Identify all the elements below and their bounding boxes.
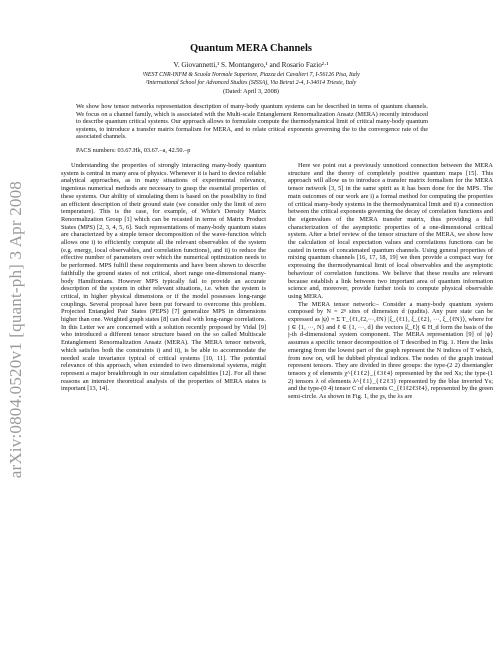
arxiv-identifier-sidebar: [3, 140, 29, 520]
right-column: [288, 162, 493, 648]
affiliation-1: ¹NEST CNR-INFM & Scuola Normale Superiore, Piazza dei Cavalieri 7, I-56126 Pisa, Italy: [142, 72, 360, 78]
paragraph: Here we point out a previously unnoticed connection between the MERA structure and the theory of completely positive quantum maps [15]. This approach will allow us to introduce a transfer matrix formalism for the MERA tensor network [3, 5] in the same spirit as it has been done for the MPS. The main outcomes of our work are i) a formal method for computing the properties of critical many-body systems in the thermodynamical limit and ii) a connection between the critical exponents governing the decay of correlation functions and the eigenvalues of the MERA transfer matrix, thus providing a full characterization of the asymptotic properties of a one-dimensional critical system. After a brief review of the tensor structure of the MERA, we show how the calculation of local expectation values and correlations functions can be casted in terms of concatenated quantum channels. Using general properties of mixing quantum channels [16, 17, 18, 19] we then provide a compact way for expressing the thermodynamical limit of local observables and the asymptotic behaviour of correlation functions. We believe that these results are relevant because establish a link between two important area of quantum information science and, moreover, provide further tools to compute physical observable using MERA.: [288, 162, 493, 300]
left-column: [61, 162, 266, 648]
paragraph: The MERA tensor network:– Consider a many-body quantum system composed by N = 2ⁿ sites of dimension d (qudits). Any pure state can be expressed as |ψ⟩ = Σ T_{ℓ1,ℓ2,···,ℓN} |ξ_{ℓ1}, ξ_{ℓ2}, ···, ξ_{ℓN}⟩, where for j ∈ {1, ···, N} and ℓ ∈ {1, ···, d} the vectors |ξ_ℓ⟩j ∈ H_d form the basis of the j-th d-dimensional system component. The MERA representation [9] of |ψ⟩ assumes a specific tensor decomposition of T described in Fig. 1. Here the links emerging from the lowest part of the graph represent the N indices of T which, from now on, will be dubbed physical indices. The nodes of the graph instead represent tensors. They are divided in three groups: the type-(2 2) disentangler tensors χ of elements χ^{ℓ1ℓ2}_{ℓ3ℓ4} represented by the red Xs; the type-(1 2) tensors λ of elements λ^{ℓ1}_{ℓ2ℓ3} represented by the blue inverted Ys; and the type-(0 4) tensor C of elements C_{ℓ1ℓ2ℓ3ℓ4}, represented by the green semi-circle. As shown in Fig. 1, the χs, the λs are: [288, 300, 493, 401]
paper-title: Quantum MERA Channels: [190, 43, 312, 54]
arxiv-identifier: arXiv:0804.0520v1 [quant-ph] 3 Apr 2008: [6, 181, 25, 479]
abstract: We show how tensor networks representation description of many-body quantum systems can be described in terms of quantum channels. We focus on a channel family, which is associated with the Multi-scale Entanglement Renormalization Ansatz (MERA) recently introduced to describe quantum critical systems. Our approach allows to formulate compute the thermodynamical limit of critical many-body quantum systems, to introduce a transfer matrix formalism for MERA, and to relate critical exponents governing the to the convergence rate of the associated channels.: [76, 103, 428, 140]
dated-line: (Dated: April 3, 2008): [223, 88, 279, 95]
affiliation-2: ²International School for Advanced Studies (SISSA), Via Beirut 2-4, I-34014 Trieste, Italy: [145, 80, 357, 86]
pacs-numbers: PACS numbers: 03.67.Hk, 03.67.–a, 42.50.–p: [76, 147, 191, 154]
paragraph: Understanding the properties of strongly interacting many-body quantum system is central in many area of physics. Whenever it is hard to device reliable analytical approaches, as in many situations of experimental relevance, ingenious numerical methods are necessary to grasp the essential properties of these systems. Our ability of simulating them is based on the possibility to find an efficient description of their ground state (we consider only the limit of zero temperature). This is the case, for example, of White's Density Matrix Renormalization Group [1] which can be recasted in terms of Matrix Product States (MPS) [2, 3, 4, 5, 6]. Such representations of many-body quantum states are characterized by a simple tensor decomposition of the wave-function which allows one i) to efficiently compute all the relevant observables of the system (e.g. energy, local observables, and correlation functions), and ii) to reduce the effective number of parameters over which the numerical optimization needs to be performed. MPS fulfill these requirements and have been shown to describe faithfully the ground states of not critical, short range one-dimensional many-body Hamiltonians. However MPS typically fail to provide an accurate description of the system in other relevant situations, i.e. when the system is critical, in higher physical dimensions or if the model possesses long-range couplings. Several proposal have been put forward to overcome this problem. Projected Entangled Pair States (PEPS) [7] generalize MPS in dimensions higher than one. Weighted graph states [8] can deal with long-range correlations. In this Letter we are concerned with a solution recently proposed by Vidal [9] who introduced a different tensor structure based on the so called Multiscale Entanglement Renormalization Ansatz (MERA). The MERA tensor network, which satisfies both the constraints i) and ii), is be able to accommodate the needed scale invariance typical of critical systems [10, 11]. The potential relevance of this approach, when extended to two dimensional systems, might represent a major breakthrough in our simulation capabilities [12]. For all these reasons an intensive theoretical analysis of the properties of MERA states is important [13, 14].: [61, 162, 266, 393]
author-list: V. Giovannetti,¹ S. Montangero,¹ and Rosario Fazio²·¹: [173, 61, 329, 69]
